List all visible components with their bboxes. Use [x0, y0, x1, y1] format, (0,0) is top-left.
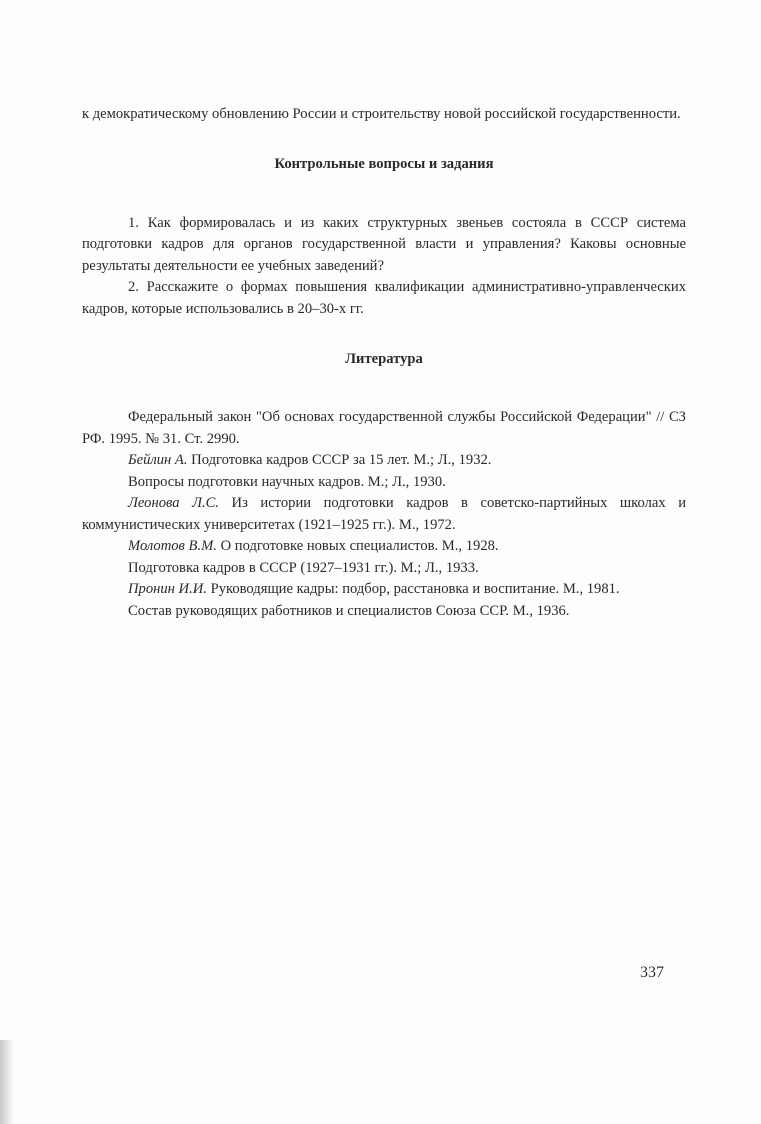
literature-text: Состав руководящих работников и специалистов Союза ССР. М., 1936.	[128, 602, 570, 619]
literature-item	[82, 601, 686, 623]
literature-list	[82, 407, 686, 622]
literature-author: Пронин И.И.	[128, 581, 207, 597]
question-item: 1. Как формировалась и из каких структурных звеньев состояла в СССР система подготовки кадров для органов государственной власти и управления? Каковы основные результаты деятельности ее учебных заведений?	[82, 214, 686, 274]
question-item: 2. Расскажите о формах повышения квалификации административно-управленческих кадров, которые использовались в 20–30-х гг.	[82, 279, 686, 317]
literature-text: Из истории подготовки кадров в советско-партийных школах и коммунистических университетах (1921–1925 гг.). М., 1972.	[82, 495, 687, 533]
literature-item	[82, 450, 686, 472]
scan-shadow-edge	[0, 1040, 14, 1124]
page-number: 337	[640, 964, 664, 981]
page-content	[82, 104, 686, 622]
literature-item	[82, 536, 686, 558]
literature-text: Федеральный закон "Об основах государственной службы Российской Федерации" // СЗ РФ. 1995. № 31. Ст. 2990.	[82, 409, 686, 447]
literature-author: Молотов В.М.	[128, 538, 217, 554]
literature-author: Леонова Л.С.	[128, 495, 219, 511]
literature-item	[82, 558, 686, 580]
intro-paragraph: к демократическому обновлению России и строительству новой российской государственности.	[82, 106, 681, 122]
literature-text: Вопросы подготовки научных кадров. М.; Л., 1930.	[128, 473, 446, 490]
literature-text: Подготовка кадров СССР за 15 лет. М.; Л., 1932.	[187, 452, 492, 468]
questions-heading: Контрольные вопросы и задания	[274, 155, 494, 172]
literature-item	[82, 472, 686, 494]
questions-list	[82, 213, 686, 321]
literature-text: О подготовке новых специалистов. М., 1928.	[216, 538, 499, 554]
literature-text: Подготовка кадров в СССР (1927–1931 гг.). М.; Л., 1933.	[128, 559, 479, 576]
literature-item	[82, 493, 686, 536]
literature-text: Руководящие кадры: подбор, расстановка и воспитание. М., 1981.	[206, 581, 620, 597]
literature-author: Бейлин А.	[128, 452, 188, 468]
literature-item	[82, 579, 686, 601]
literature-heading: Литература	[345, 351, 423, 367]
literature-item	[82, 407, 686, 450]
